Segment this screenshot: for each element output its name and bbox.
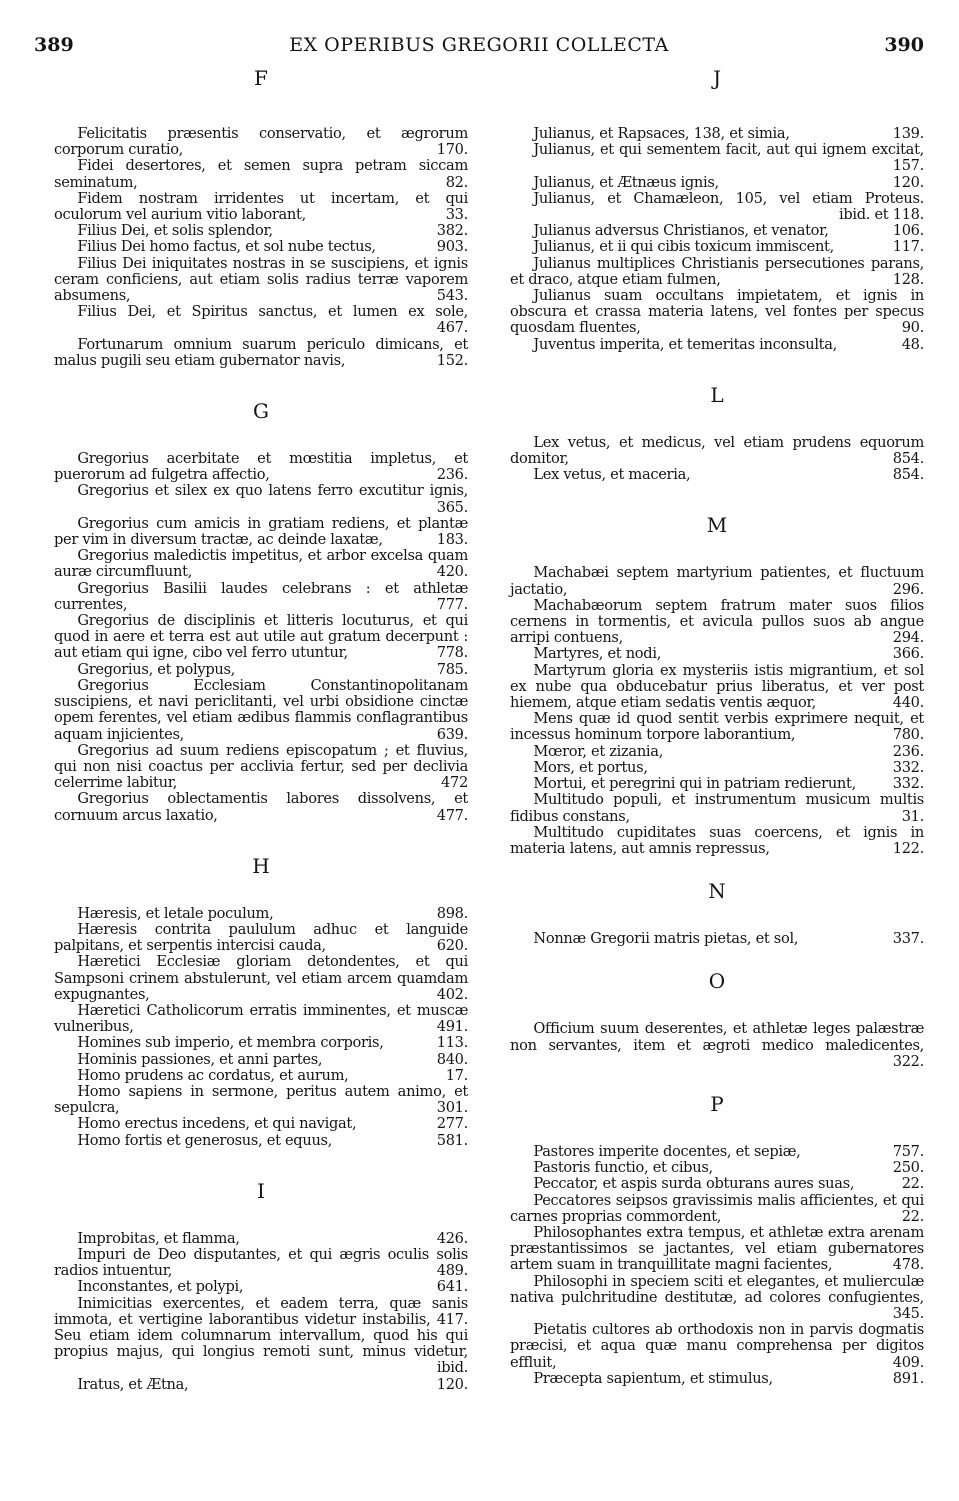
index-column-right <box>510 66 924 1387</box>
index-entry <box>510 792 924 824</box>
index-entry <box>510 598 924 647</box>
entry-page-ref: 236. <box>436 466 468 484</box>
entry-text: Filius Dei iniquitates nostras in se suscipiens, et ignis ceram conficiens, aut etiam solis radius terræ vaporem absumens, <box>54 254 468 305</box>
entry-text: Præcepta sapientum, et stimulus, <box>533 1369 773 1387</box>
entry-text: Gregorius Ecclesiam Constantinopolitanam suscipiens, et navi periclitanti, vel urbi obsidione cinctæ opem ferentes, vel etiam ædibus flammis conflagrantibus aquam injicientes, <box>54 676 468 743</box>
entry-page-ref: 426. <box>436 1229 468 1247</box>
section-letter: M <box>706 513 728 538</box>
entry-text: Improbitas, et flamma, <box>77 1229 240 1247</box>
index-entry <box>510 1322 924 1371</box>
entry-page-ref: 120. <box>892 173 924 191</box>
index-section <box>54 854 468 1149</box>
index-entry <box>510 467 924 483</box>
entry-page-ref: 337. <box>892 930 924 948</box>
index-entry <box>510 126 924 142</box>
entry-page-ref: 113. <box>436 1034 468 1052</box>
index-entry <box>510 646 924 662</box>
page-number-left: 389 <box>34 34 74 56</box>
entry-page-ref: 296. <box>892 580 924 598</box>
entry-text: Hæretici Ecclesiæ gloriam detondentes, et qui Sampsoni crinem abstulerunt, vel etiam arcem quamdam expugnantes, <box>54 953 468 1003</box>
entry-page-ref: 152. <box>436 351 468 369</box>
entry-page-ref: 122. <box>892 839 924 857</box>
index-section <box>510 66 924 353</box>
entry-text: Martyrum gloria ex mysteriis istis migrantium, et sol ex nube qua obducebatur prius liberatus, et ver post hiemem, atque etiam sedatis ventis æquor, <box>510 661 924 712</box>
index-entry <box>510 191 924 223</box>
index-entry <box>510 1274 924 1323</box>
index-entry <box>54 337 468 369</box>
page-number-right: 390 <box>884 34 924 56</box>
entry-page-ref: 489. <box>436 1262 468 1280</box>
entry-page-ref: 581. <box>436 1131 468 1149</box>
entry-page-ref: 90. <box>901 319 924 337</box>
entry-page-ref: 854. <box>892 466 924 484</box>
entry-text: Lex vetus, et maceria, <box>533 466 691 484</box>
section-letter: G <box>253 399 269 424</box>
entry-text: Machabæorum septem fratrum mater suos filios cernens in tormentis, et avicula pullos suos ab angue arripi contuens, <box>510 596 924 647</box>
index-entry <box>510 1021 924 1070</box>
entry-page-ref: 491. <box>436 1018 468 1036</box>
entry-page-ref: 472 <box>441 774 468 792</box>
entry-text: Gregorius de disciplinis et litteris locuturus, et qui quod in aere et terra est aut utile aut gratum decerpunt : aut etiam qui igne, cibo vel ferro utuntur, <box>54 612 468 662</box>
entry-page-ref: 891. <box>892 1369 924 1387</box>
index-section <box>510 879 924 947</box>
entry-page-ref: 420. <box>436 563 468 581</box>
entry-text: Pastores imperite docentes, et sepiæ, <box>533 1142 801 1160</box>
entry-list <box>510 565 924 857</box>
entry-text: Multitudo populi, et instrumentum musicum multis fidibus constans, <box>510 791 924 825</box>
entry-text: Inconstantes, et polypi, <box>77 1278 244 1296</box>
entry-text: Gregorius acerbitate et mœstitia impletus, et puerorum ad fulgetra affectio, <box>54 450 468 484</box>
entry-page-ref: 120. <box>436 1375 468 1393</box>
index-entry <box>54 548 468 580</box>
index-entry <box>54 1133 468 1149</box>
entry-text: Julianus adversus Christianos, et venator, <box>533 222 829 240</box>
entry-list <box>54 126 468 369</box>
entry-text: Hominis passiones, et anni partes, <box>77 1050 323 1068</box>
index-entry <box>510 744 924 760</box>
entry-page-ref: 82. <box>445 173 468 191</box>
index-entry <box>54 678 468 743</box>
entry-text: Fidei desertores, et semen supra petram siccam seminatum, <box>54 157 468 191</box>
entry-text: Lex vetus, et medicus, vel etiam prudens equorum domitor, <box>510 433 924 468</box>
index-entry <box>510 239 924 255</box>
entry-page-ref: 332. <box>892 775 924 793</box>
index-entry <box>54 126 468 158</box>
entry-page-ref: ibid. <box>436 1359 468 1377</box>
index-entry <box>54 1052 468 1068</box>
entry-page-ref: ibid. et 118. <box>838 206 924 224</box>
index-entry <box>510 142 924 174</box>
index-column-left <box>54 66 468 1393</box>
index-entry <box>510 337 924 353</box>
index-entry <box>54 791 468 823</box>
index-entry <box>54 954 468 1003</box>
entry-page-ref: 757. <box>892 1142 924 1160</box>
entry-page-ref: 33. <box>445 206 468 224</box>
index-entry <box>54 256 468 305</box>
entry-text: Filius Dei homo factus, et sol nube tectus, <box>77 238 376 256</box>
index-entry <box>510 825 924 857</box>
section-gap <box>54 1149 468 1179</box>
entry-page-ref: 22. <box>901 1207 924 1225</box>
entry-page-ref: 250. <box>892 1159 924 1177</box>
entry-text: Peccatores seipsos gravissimis malis afficientes, et qui carnes proprias commordent, <box>510 1191 924 1225</box>
entry-page-ref: 294. <box>892 629 924 647</box>
entry-page-ref: 48. <box>901 335 924 353</box>
entry-text: Homines sub imperio, et membra corporis, <box>77 1034 384 1052</box>
entry-page-ref: 785. <box>436 660 468 678</box>
index-section <box>510 1092 924 1387</box>
entry-text: Homo erectus incedens, et qui navigat, <box>77 1115 357 1133</box>
entry-page-ref: 639. <box>436 725 468 743</box>
entry-text: Julianus, et qui sementem facit, aut qui ignem excitat, <box>533 141 924 159</box>
entry-text: Hæresis, et letale poculum, <box>77 904 274 922</box>
entry-list <box>510 931 924 947</box>
index-entry <box>54 1247 468 1279</box>
section-gap <box>510 947 924 969</box>
index-entry <box>54 158 468 190</box>
entry-page-ref: 440. <box>892 694 924 712</box>
section-letter: O <box>708 969 726 994</box>
index-entry <box>54 223 468 239</box>
entry-list <box>510 1021 924 1070</box>
entry-page-ref: 236. <box>892 742 924 760</box>
section-letter: J <box>712 66 722 90</box>
entry-page-ref: 117. <box>892 238 924 256</box>
entry-page-ref: 322. <box>892 1052 924 1070</box>
index-entry <box>54 1296 468 1377</box>
entry-text: Gregorius Basilii laudes celebrans : et athletæ currentes, <box>54 579 468 613</box>
index-entry <box>54 581 468 613</box>
index-entry <box>510 1371 924 1387</box>
entry-page-ref: 778. <box>436 644 468 662</box>
entry-text: Juventus imperita, et temeritas inconsulta, <box>533 335 837 353</box>
index-entry <box>54 613 468 662</box>
entry-text: Pietatis cultores ab orthodoxis non in parvis dogmatis præcisi, et aqua quæ manu comprehensa per digitos effluit, <box>510 1321 924 1371</box>
index-entry <box>54 451 468 483</box>
index-entry <box>510 1160 924 1176</box>
running-title: EX OPERIBUS GREGORII COLLECTA <box>289 34 669 56</box>
entry-text: Machabæi septem martyrium patientes, et fluctuum jactatio, <box>510 564 924 598</box>
index-entry <box>510 931 924 947</box>
entry-page-ref: 106. <box>892 222 924 240</box>
entry-text: Gregorius, et polypus, <box>77 660 236 678</box>
entry-text: Fortunarum omnium suarum periculo dimicans, et malus pugili seu etiam gubernator navis, <box>54 335 468 369</box>
index-entry <box>54 922 468 954</box>
entry-text: Mœror, et zizania, <box>533 742 664 760</box>
entry-page-ref: 903. <box>436 238 468 256</box>
index-entry <box>54 1279 468 1295</box>
entry-text: Julianus, et Chamæleon, 105, vel etiam Proteus. <box>533 189 924 207</box>
entry-text: Peccator, et aspis surda obturans aures suas, <box>533 1175 855 1193</box>
index-entry <box>54 1084 468 1116</box>
entry-page-ref: 332. <box>892 758 924 776</box>
index-entry <box>510 175 924 191</box>
entry-text: Homo sapiens in sermone, peritus autem animo, et sepulcra, <box>54 1082 468 1117</box>
index-entry <box>54 743 468 792</box>
index-entry <box>510 1144 924 1160</box>
entry-text: Hæretici Catholicorum erratis imminentes, et muscæ vulneribus, <box>54 1001 468 1036</box>
entry-list <box>510 126 924 353</box>
entry-text: Julianus, et ii qui cibis toxicum immiscent, <box>533 238 834 256</box>
entry-page-ref: 382. <box>436 222 468 240</box>
index-entry <box>54 516 468 548</box>
entry-page-ref: 402. <box>436 985 468 1003</box>
index-entry <box>510 256 924 288</box>
section-gap <box>510 353 924 383</box>
section-letter: L <box>710 382 724 407</box>
entry-page-ref: 128. <box>892 270 924 288</box>
entry-text: Gregorius et silex ex quo latens ferro excutitur ignis, <box>77 482 468 500</box>
entry-page-ref: 780. <box>892 726 924 744</box>
entry-page-ref: 277. <box>436 1115 468 1133</box>
section-gap <box>54 824 468 854</box>
entry-list <box>510 435 924 484</box>
index-entry <box>510 223 924 239</box>
entry-text: Filius Dei, et Spiritus sanctus, et lumen ex sole, <box>77 303 468 321</box>
entry-list <box>54 1231 468 1393</box>
entry-text: Julianus multiplices Christianis persecutiones parans, et draco, atque etiam fulmen, <box>510 254 924 288</box>
entry-text: Impuri de Deo disputantes, et qui ægris oculis solis radios intuentur, <box>54 1245 468 1280</box>
index-section <box>54 66 468 369</box>
entry-text: Mortui, et peregrini qui in patriam redierunt, <box>533 775 856 793</box>
entry-text: Philosophi in speciem sciti et elegantes, et mulierculæ nativa pulchritudine destitutæ, ad colores confugientes, <box>510 1272 924 1306</box>
index-entry <box>54 1377 468 1393</box>
entry-page-ref: 777. <box>436 595 468 613</box>
section-letter: I <box>257 1178 265 1203</box>
entry-page-ref: 170. <box>436 141 468 159</box>
index-entry <box>510 1176 924 1192</box>
entry-text: Julianus, et Rapsaces, 138, et simia, <box>533 125 790 142</box>
entry-page-ref: 467. <box>436 319 468 337</box>
section-letter: H <box>252 853 270 878</box>
index-entry <box>54 1003 468 1035</box>
entry-text: Homo fortis et generosus, et equus, <box>77 1131 333 1149</box>
index-entry <box>510 663 924 712</box>
entry-page-ref: 139. <box>892 125 924 142</box>
entry-page-ref: 543. <box>436 287 468 305</box>
entry-text: Mens quæ id quod sentit verbis exprimere nequit, et incessus hominum torpore laborantium, <box>510 710 924 744</box>
index-entry <box>510 565 924 597</box>
index-entry <box>510 1193 924 1225</box>
entry-text: Nonnæ Gregorii matris pietas, et sol, <box>533 930 799 948</box>
entry-text: Gregorius maledictis impetitus, et arbor excelsa quam auræ circumfluunt, <box>54 547 468 581</box>
index-entry <box>54 662 468 678</box>
section-gap <box>54 369 468 399</box>
index-entry <box>510 711 924 743</box>
entry-page-ref: 345. <box>892 1304 924 1322</box>
entry-text: Pastoris functio, et cibus, <box>533 1159 713 1177</box>
entry-text: Gregorius oblectamentis labores dissolvens, et cornuum arcus laxatio, <box>54 790 468 824</box>
index-entry <box>54 1068 468 1084</box>
entry-list <box>510 1144 924 1387</box>
index-section <box>54 1179 468 1393</box>
index-entry <box>54 1035 468 1051</box>
entry-text: Filius Dei, et solis splendor, <box>77 222 273 240</box>
entry-page-ref: 31. <box>901 807 924 825</box>
section-letter: F <box>254 66 268 90</box>
entry-page-ref: 641. <box>436 1278 468 1296</box>
index-entry <box>510 776 924 792</box>
section-gap <box>510 483 924 513</box>
entry-text: Officium suum deserentes, et athletæ leges palæstræ non servantes, item et ægroti medico maledicentes, <box>510 1020 924 1054</box>
index-section <box>510 383 924 484</box>
index-entry <box>54 304 468 336</box>
entry-page-ref: 17. <box>445 1066 468 1084</box>
index-entry <box>54 1231 468 1247</box>
index-entry <box>54 483 468 515</box>
entry-list <box>54 906 468 1149</box>
entry-text: Gregorius ad suum rediens episcopatum ; et fluvius, qui non nisi coactus per acclivia fertur, sed per declivia celerrime labitur, <box>54 741 468 792</box>
section-gap <box>510 1070 924 1092</box>
entry-page-ref: 183. <box>436 531 468 549</box>
entry-page-ref: 409. <box>892 1353 924 1371</box>
entry-page-ref: 854. <box>892 450 924 468</box>
entry-page-ref: 366. <box>892 645 924 663</box>
entry-text: Homo prudens ac cordatus, et aurum, <box>77 1066 349 1084</box>
page-header <box>34 28 924 58</box>
index-section <box>510 969 924 1070</box>
section-letter: N <box>708 879 726 904</box>
entry-page-ref: 478. <box>892 1256 924 1274</box>
entry-text: Julianus suam occultans impietatem, et ignis in obscura et crassa materia latens, vel fontes per specus quosdam fluentes, <box>510 287 924 337</box>
entry-text: Martyres, et nodi, <box>533 645 662 663</box>
entry-page-ref: 365. <box>436 498 468 516</box>
entry-text: Gregorius cum amicis in gratiam rediens, et plantæ per vim in diversum tractæ, ac deinde laxatæ, <box>54 514 468 549</box>
entry-text: Felicitatis præsentis conservatio, et ægrorum corporum curatio, <box>54 125 468 159</box>
index-entry <box>510 1225 924 1274</box>
entry-text: Iratus, et Ætna, <box>77 1375 189 1393</box>
entry-text: Hæresis contrita paululum adhuc et languide palpitans, et serpentis intercisi cauda, <box>54 920 468 955</box>
entry-text: Inimicitias exercentes, et eadem terra, quæ sanis immota, et vertigine laborantibus videtur instabilis, 417. Seu etiam idem columnarum intervallum, quod his qui propius majus, qui longius remoti sunt, minus videtur, <box>54 1294 468 1361</box>
index-entry <box>54 906 468 922</box>
entry-text: Fidem nostram irridentes ut incertam, et qui oculorum vel aurium vitio laborant, <box>54 189 468 224</box>
index-section <box>54 399 468 824</box>
index-entry <box>510 760 924 776</box>
index-section <box>510 513 924 857</box>
entry-page-ref: 840. <box>436 1050 468 1068</box>
entry-list <box>54 451 468 824</box>
entry-text: Julianus, et Ætnæus ignis, <box>533 173 719 191</box>
entry-page-ref: 157. <box>892 157 924 175</box>
entry-page-ref: 301. <box>436 1099 468 1117</box>
entry-page-ref: 620. <box>436 937 468 955</box>
index-entry <box>54 239 468 255</box>
entry-page-ref: 22. <box>901 1175 924 1193</box>
section-letter: P <box>710 1091 724 1116</box>
index-entry <box>54 191 468 223</box>
entry-text: Mors, et portus, <box>533 758 648 776</box>
entry-page-ref: 477. <box>436 806 468 824</box>
section-gap <box>510 857 924 879</box>
index-entry <box>510 435 924 467</box>
entry-text: Multitudo cupiditates suas coercens, et ignis in materia latens, aut amnis repressus, <box>510 823 924 857</box>
index-entry <box>54 1116 468 1132</box>
entry-page-ref: 898. <box>436 904 468 922</box>
index-entry <box>510 288 924 337</box>
entry-text: Philosophantes extra tempus, et athletæ extra arenam præstantissimos se jactantes, vel etiam gubernatores artem suam in tranquillitate magni facientes, <box>510 1223 924 1274</box>
